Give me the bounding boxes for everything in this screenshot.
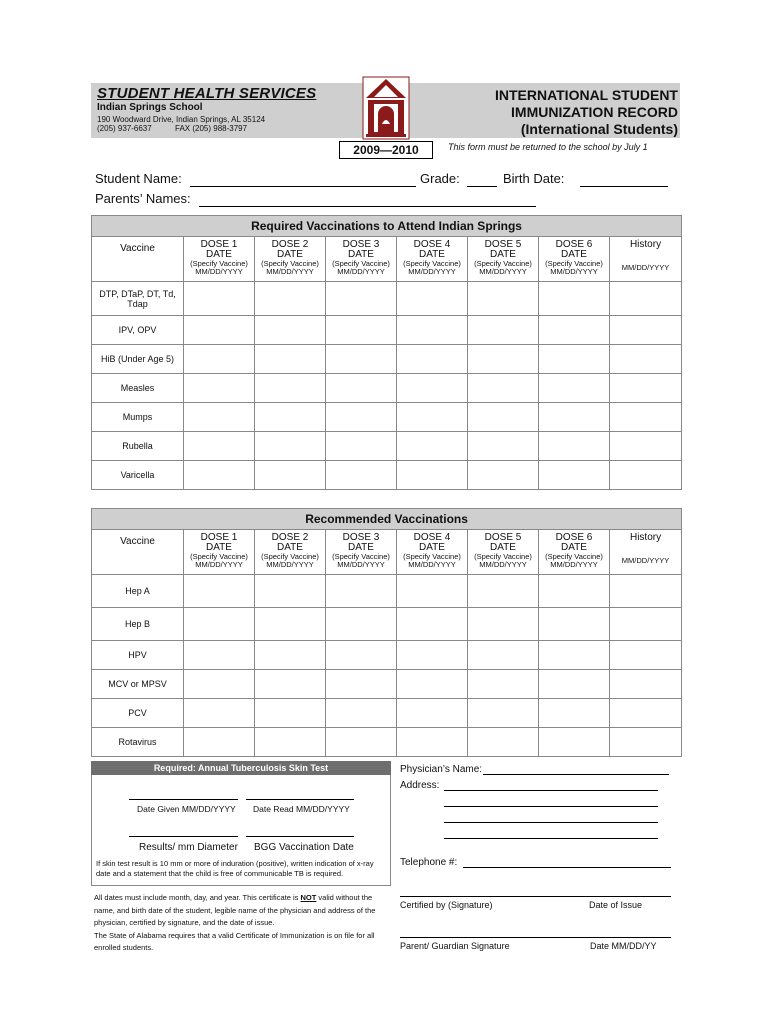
dose-header-date: DATE [348,542,374,553]
address-line-2[interactable] [444,806,658,807]
dose-1-cell[interactable] [184,699,255,728]
birth-date-field[interactable] [580,172,668,187]
form-title-line2: IMMUNIZATION RECORD [511,104,678,120]
results-field[interactable] [129,836,238,837]
history-header [610,530,682,575]
dose-2-cell[interactable] [255,699,326,728]
history-label: History [629,239,662,250]
history-cell[interactable] [610,728,682,757]
dose-2-cell[interactable] [255,345,326,374]
dose-4-header [397,237,468,282]
dose-header-date: DATE [206,249,232,260]
dose-header-date: DATE [419,542,445,553]
vaccine-name: Rotavirus [92,728,184,757]
footer-note-part1: All dates must include month, day, and year. This certificate is [94,893,301,902]
tb-note: If skin test result is 10 mm or more of induration (positive), written indication of x-ray date and a statement that the child is free of communicable TB is required. [96,859,374,878]
vaccine-row [92,403,682,432]
telephone-label: Telephone #: [400,857,458,868]
dose-header-spec: (Specify Vaccine) [474,259,532,268]
history-format: MM/DD/YYYY [621,263,670,272]
dose-header-name: DOSE 4 [413,532,451,543]
dose-header-fmt: MM/DD/YYYY [195,267,243,276]
dose-6-cell[interactable] [539,699,610,728]
dose-2-cell[interactable] [255,608,326,641]
dose-2-cell[interactable] [255,670,326,699]
dose-header-fmt: MM/DD/YYYY [337,267,385,276]
vaccine-row [92,282,682,316]
dose-header-fmt: MM/DD/YYYY [408,560,456,569]
dose-header-fmt: MM/DD/YYYY [408,267,456,276]
dose-header-date: DATE [419,249,445,260]
dose-3-cell[interactable] [326,374,397,403]
dose-3-header [326,237,397,282]
vaccine-name: IPV, OPV [92,316,184,345]
dose-6-header [539,237,610,282]
dose-header-name: DOSE 3 [342,532,380,543]
parent-signature-field[interactable] [400,937,671,938]
history-cell[interactable] [610,316,682,345]
bgg-label: BGG Vaccination Date [254,842,354,853]
dose-header-spec: (Specify Vaccine) [190,552,248,561]
school-year: 2009—2010 [339,141,433,159]
dose-header-fmt: MM/DD/YYYY [550,267,598,276]
birth-date-label: Birth Date: [503,171,565,186]
dose-1-cell[interactable] [184,374,255,403]
dose-header-name: DOSE 2 [271,532,309,543]
dose-header-fmt: MM/DD/YYYY [266,267,314,276]
vaccine-row [92,461,682,490]
school-address: 190 Woodward Drive, Indian Springs, AL 35124 [97,115,266,124]
vaccine-name: DTP, DTaP, DT, Td, Tdap [92,282,184,316]
history-cell[interactable] [610,670,682,699]
dose-header-date: DATE [206,542,232,553]
history-cell[interactable] [610,461,682,490]
vaccine-name: Varicella [92,461,184,490]
parent-date-label: Date MM/DD/YY [590,941,657,951]
footer-note [94,892,386,955]
vaccine-name: HPV [92,641,184,670]
dose-2-cell[interactable] [255,403,326,432]
date-read-label: Date Read MM/DD/YYYY [253,804,350,814]
dose-4-cell[interactable] [397,403,468,432]
dose-header-fmt: MM/DD/YYYY [266,560,314,569]
dose-6-cell[interactable] [539,641,610,670]
dose-header-date: DATE [277,542,303,553]
bgg-date-field[interactable] [246,836,354,837]
required-header-row [92,237,682,282]
dose-6-cell[interactable] [539,461,610,490]
dose-4-cell[interactable] [397,316,468,345]
dose-3-cell[interactable] [326,282,397,316]
dose-6-cell[interactable] [539,282,610,316]
vaccine-name: PCV [92,699,184,728]
history-cell[interactable] [610,345,682,374]
dose-2-cell[interactable] [255,575,326,608]
dose-4-cell[interactable] [397,432,468,461]
dose-5-cell[interactable] [468,670,539,699]
footer-note-part2: valid without the name, and birth date of the student, legible name of the physician and address of the physician, certified by signature, and the date of issue. [94,893,376,927]
vaccine-name: Hep B [92,608,184,641]
dose-1-cell[interactable] [184,575,255,608]
dose-2-cell[interactable] [255,316,326,345]
dose-6-cell[interactable] [539,728,610,757]
dose-5-cell[interactable] [468,699,539,728]
history-cell[interactable] [610,699,682,728]
vaccine-name: Rubella [92,432,184,461]
form-title-line1: INTERNATIONAL STUDENT [494,87,678,103]
dose-header-spec: (Specify Vaccine) [261,552,319,561]
org-title: STUDENT HEALTH SERVICES [97,85,317,102]
dose-5-cell[interactable] [468,282,539,316]
dose-3-cell[interactable] [326,641,397,670]
dose-5-cell[interactable] [468,641,539,670]
dose-3-cell[interactable] [326,403,397,432]
dose-5-cell[interactable] [468,461,539,490]
dose-3-cell[interactable] [326,699,397,728]
vaccine-row [92,345,682,374]
dose-4-cell[interactable] [397,282,468,316]
vaccine-name: MCV or MPSV [92,670,184,699]
dose-header-date: DATE [348,249,374,260]
dose-4-cell[interactable] [397,670,468,699]
dose-1-cell[interactable] [184,728,255,757]
recommended-title: Recommended Vaccinations [92,509,682,530]
student-name-field[interactable] [190,172,416,187]
address-line-3[interactable] [444,822,658,823]
dose-5-cell[interactable] [468,316,539,345]
footer-note-not: NOT [300,893,317,902]
dose-3-cell[interactable] [326,316,397,345]
dose-2-cell[interactable] [255,374,326,403]
dose-header-name: DOSE 4 [413,239,451,250]
dose-4-cell[interactable] [397,641,468,670]
tb-test-title: Required: Annual Tuberculosis Skin Test [91,761,391,775]
dose-header-name: DOSE 3 [342,239,380,250]
vaccine-column-header: Vaccine [92,530,184,575]
dose-header-name: DOSE 5 [484,532,522,543]
dose-5-cell[interactable] [468,608,539,641]
dose-6-cell[interactable] [539,345,610,374]
date-given-label: Date Given MM/DD/YYYY [137,804,236,814]
dose-header-fmt: MM/DD/YYYY [337,560,385,569]
dose-5-header [468,237,539,282]
dose-3-cell[interactable] [326,575,397,608]
vaccine-row [92,670,682,699]
dose-4-cell[interactable] [397,461,468,490]
dose-6-cell[interactable] [539,575,610,608]
dose-header-date: DATE [277,249,303,260]
dose-2-cell[interactable] [255,282,326,316]
dose-3-cell[interactable] [326,608,397,641]
dose-5-cell[interactable] [468,728,539,757]
dose-4-cell[interactable] [397,575,468,608]
student-name-label: Student Name: [95,171,182,186]
dose-header-date: DATE [561,542,587,553]
dose-1-cell[interactable] [184,345,255,374]
vaccine-row [92,728,682,757]
dose-header-spec: (Specify Vaccine) [190,259,248,268]
parent-signature-label: Parent/ Guardian Signature [400,941,510,951]
dose-header-name: DOSE 5 [484,239,522,250]
school-phone: (205) 937-6637 [97,124,152,133]
dose-2-header [255,237,326,282]
school-logo-icon [362,76,410,140]
dose-header-fmt: MM/DD/YYYY [479,267,527,276]
address-line-1[interactable] [444,790,658,791]
dose-5-cell[interactable] [468,374,539,403]
date-given-field[interactable] [129,799,238,800]
dose-1-cell[interactable] [184,608,255,641]
date-read-field[interactable] [246,799,354,800]
dose-4-cell[interactable] [397,374,468,403]
dose-header-name: DOSE 6 [555,239,593,250]
history-header [610,237,682,282]
dose-2-header [255,530,326,575]
vaccine-row [92,374,682,403]
dose-2-cell[interactable] [255,432,326,461]
grade-label: Grade: [420,171,460,186]
physician-name-field[interactable] [483,774,669,775]
return-note: This form must be returned to the school by July 1 [448,142,648,152]
parents-label: Parents’ Names: [95,191,191,206]
vaccine-row [92,316,682,345]
vaccine-row [92,699,682,728]
certified-label: Certified by (Signature) [400,900,493,910]
dose-1-header [184,237,255,282]
dose-header-spec: (Specify Vaccine) [261,259,319,268]
school-name: Indian Springs School [97,102,203,113]
dose-header-name: DOSE 1 [200,532,238,543]
history-label: History [629,532,662,543]
dose-1-header [184,530,255,575]
required-vaccinations-table [91,215,682,490]
physician-name-label: Physician’s Name: [400,764,483,775]
address-line-4[interactable] [444,838,658,839]
issue-date-label: Date of Issue [589,900,643,910]
dose-6-cell[interactable] [539,403,610,432]
form-title-line3: (International Students) [520,121,678,137]
recommended-header-row [92,530,682,575]
footer-note-state: The State of Alabama requires that a valid Certificate of Immunization is on file for all enrolled students. [94,930,375,952]
dose-1-cell[interactable] [184,403,255,432]
dose-header-name: DOSE 6 [555,532,593,543]
dose-header-fmt: MM/DD/YYYY [479,560,527,569]
certified-signature-field[interactable] [400,896,671,897]
vaccine-name: Measles [92,374,184,403]
vaccine-column-header: Vaccine [92,237,184,282]
history-cell[interactable] [610,374,682,403]
dose-header-spec: (Specify Vaccine) [474,552,532,561]
dose-4-cell[interactable] [397,699,468,728]
dose-2-cell[interactable] [255,641,326,670]
vaccine-row [92,432,682,461]
dose-header-name: DOSE 2 [271,239,309,250]
dose-6-cell[interactable] [539,608,610,641]
vaccine-name: Hep A [92,575,184,608]
history-format: MM/DD/YYYY [621,556,670,565]
dose-header-spec: (Specify Vaccine) [332,259,390,268]
history-cell[interactable] [610,403,682,432]
history-cell[interactable] [610,641,682,670]
dose-2-cell[interactable] [255,461,326,490]
dose-1-cell[interactable] [184,670,255,699]
history-cell[interactable] [610,575,682,608]
dose-header-spec: (Specify Vaccine) [545,259,603,268]
dose-header-date: DATE [561,249,587,260]
dose-header-fmt: MM/DD/YYYY [550,560,598,569]
dose-3-cell[interactable] [326,670,397,699]
dose-3-cell[interactable] [326,345,397,374]
dose-5-cell[interactable] [468,432,539,461]
telephone-field[interactable] [463,867,671,868]
dose-4-cell[interactable] [397,345,468,374]
dose-header-spec: (Specify Vaccine) [403,552,461,561]
history-cell[interactable] [610,608,682,641]
dose-header-spec: (Specify Vaccine) [545,552,603,561]
dose-header-date: DATE [490,542,516,553]
dose-6-header [539,530,610,575]
grade-field[interactable] [467,172,497,187]
dose-3-cell[interactable] [326,432,397,461]
dose-6-cell[interactable] [539,316,610,345]
dose-2-cell[interactable] [255,728,326,757]
dose-header-name: DOSE 1 [200,239,238,250]
address-label: Address: [400,780,440,791]
dose-6-cell[interactable] [539,432,610,461]
history-cell[interactable] [610,432,682,461]
dose-5-cell[interactable] [468,403,539,432]
dose-header-fmt: MM/DD/YYYY [195,560,243,569]
dose-header-date: DATE [490,249,516,260]
school-fax: FAX (205) 988-3797 [175,124,248,133]
vaccine-row [92,575,682,608]
dose-5-cell[interactable] [468,575,539,608]
dose-4-header [397,530,468,575]
history-cell[interactable] [610,282,682,316]
dose-1-cell[interactable] [184,316,255,345]
vaccine-row [92,641,682,670]
dose-3-cell[interactable] [326,728,397,757]
dose-4-cell[interactable] [397,728,468,757]
dose-3-cell[interactable] [326,461,397,490]
dose-1-cell[interactable] [184,282,255,316]
results-label: Results/ mm Diameter [139,842,238,853]
dose-1-cell[interactable] [184,432,255,461]
dose-1-cell[interactable] [184,461,255,490]
required-title: Required Vaccinations to Attend Indian Springs [92,216,682,237]
dose-6-cell[interactable] [539,374,610,403]
vaccine-name: HiB (Under Age 5) [92,345,184,374]
vaccine-row [92,608,682,641]
dose-6-cell[interactable] [539,670,610,699]
dose-3-header [326,530,397,575]
dose-4-cell[interactable] [397,608,468,641]
parents-field[interactable] [199,192,536,207]
dose-5-cell[interactable] [468,345,539,374]
dose-header-spec: (Specify Vaccine) [403,259,461,268]
dose-1-cell[interactable] [184,641,255,670]
dose-5-header [468,530,539,575]
dose-header-spec: (Specify Vaccine) [332,552,390,561]
recommended-vaccinations-table [91,508,682,757]
vaccine-name: Mumps [92,403,184,432]
